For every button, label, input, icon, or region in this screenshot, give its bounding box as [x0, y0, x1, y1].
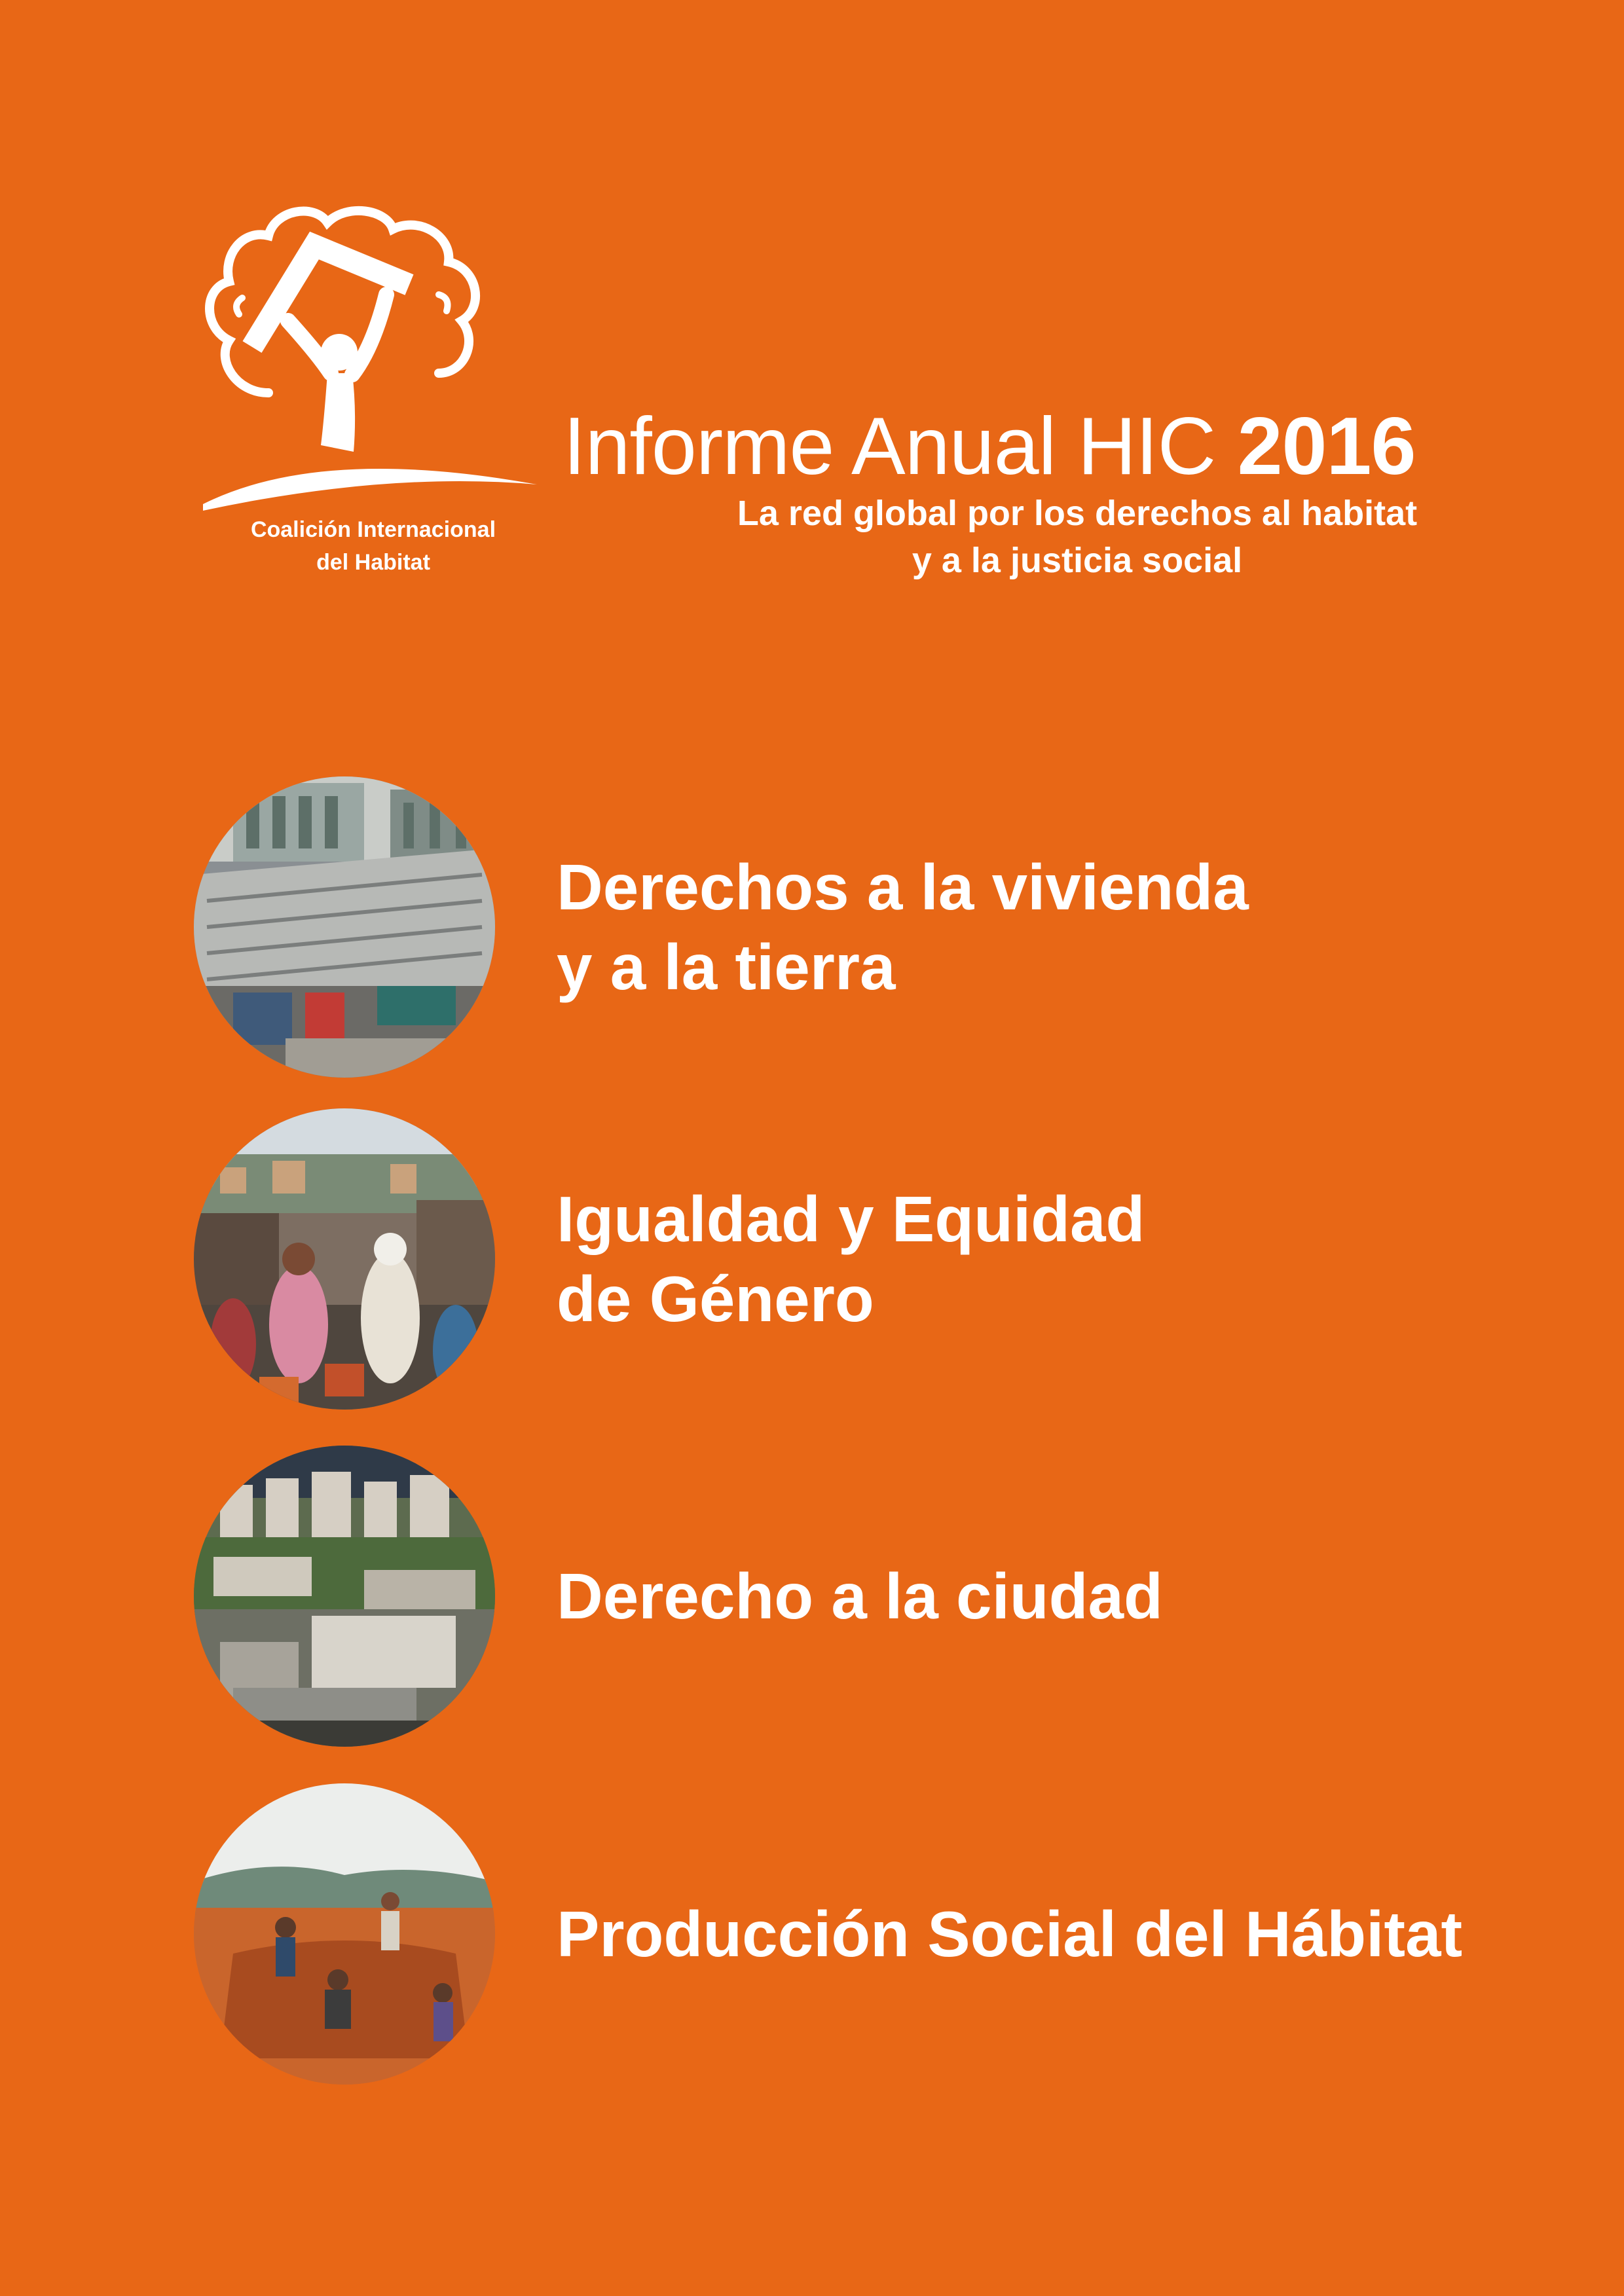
hic-logo: [190, 196, 537, 589]
person-holding-roof-logo-icon: [190, 196, 537, 511]
informal-housing-rooftops-photo: [194, 776, 495, 1078]
topic-title-line1: Igualdad y Equidad: [557, 1183, 1145, 1255]
topic-title: [557, 1894, 1462, 1974]
subtitle-line2: y a la justicia social: [912, 541, 1243, 580]
topic-title-line2: y a la tierra: [557, 931, 896, 1003]
logo-caption-line1: Coalición Internacional: [250, 517, 496, 542]
topic-title: [557, 1179, 1145, 1339]
topic-title-line1: Derechos a la vivienda: [557, 851, 1249, 923]
topic-housing-land: [194, 776, 1504, 1078]
title-prefix: Informe Anual HIC: [563, 401, 1216, 492]
topic-right-to-city: [194, 1446, 1504, 1747]
topic-photo: [194, 1446, 495, 1747]
topic-social-habitat-production: [194, 1783, 1504, 2085]
main-title: [563, 401, 1513, 492]
topic-title-line1: Derecho a la ciudad: [557, 1560, 1163, 1632]
topic-gender-equality: [194, 1108, 1504, 1410]
women-street-market-photo: [194, 1108, 495, 1410]
logo-caption-line2: del Habitat: [316, 550, 430, 575]
topic-title: [557, 847, 1249, 1007]
title-year: 2016: [1237, 401, 1416, 492]
subtitle-line1: La red global por los derechos al habitat: [737, 494, 1418, 533]
report-subtitle: [563, 490, 1513, 584]
topic-title-line1: Producción Social del Hábitat: [557, 1898, 1463, 1970]
topic-title: [557, 1556, 1163, 1636]
people-digging-red-earth-photo: [194, 1783, 495, 2085]
topic-photo: [194, 776, 495, 1078]
report-title: [563, 401, 1513, 492]
logo-caption: [190, 513, 557, 579]
topic-photo: [194, 1108, 495, 1410]
city-hillside-buildings-photo: [194, 1446, 495, 1747]
topic-title-line2: de Género: [557, 1263, 874, 1335]
topic-photo: [194, 1783, 495, 2085]
